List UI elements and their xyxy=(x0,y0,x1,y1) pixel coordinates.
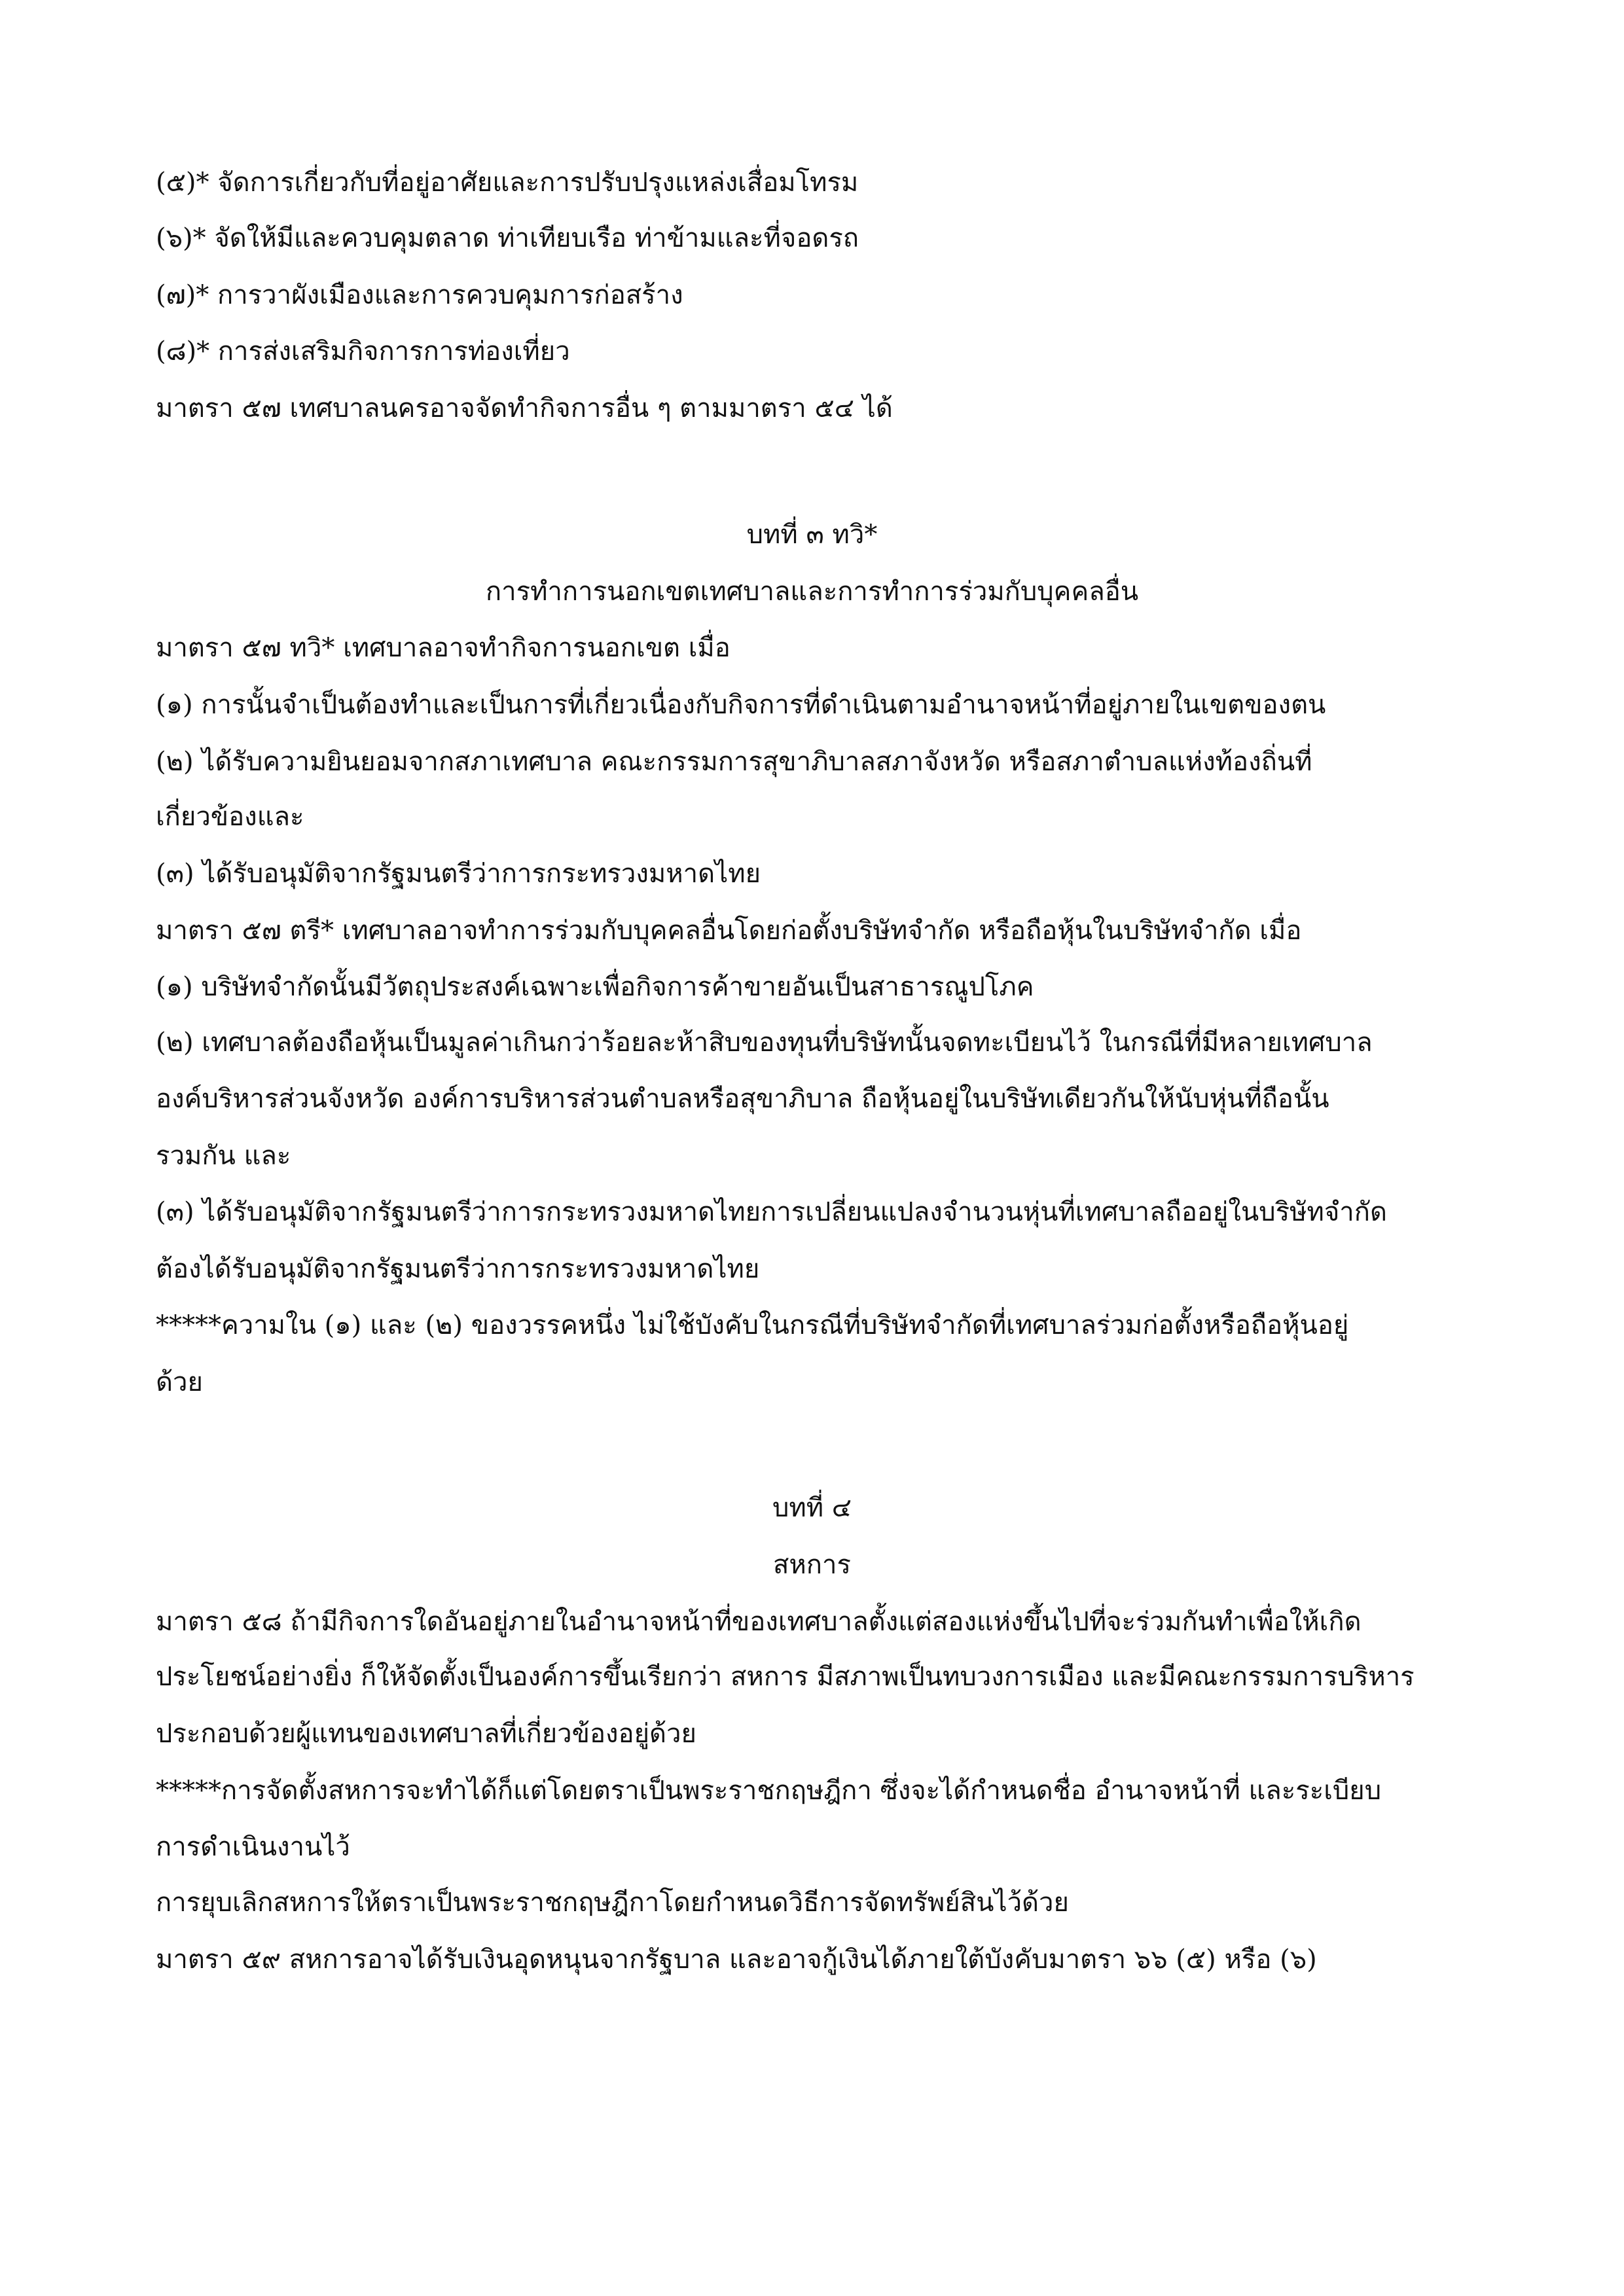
clause-6: (๖)* จัดให้มีและควบคุมตลาด ท่าเทียบเรือ ท่าข้ามและที่จอดรถ xyxy=(156,223,859,253)
section-57-ter: มาตรา ๕๗ ตรี* เทศบาลอาจทำการร่วมกับบุคคลอื่นโดยก่อตั้งบริษัทจำกัด หรือถือหุ้นในบริษัทจำกัด เมื่อ xyxy=(156,916,1302,946)
section-58: มาตรา ๕๘ ถ้ามีกิจการใดอันอยู่ภายในอำนาจหน้าที่ของเทศบาลตั้งแต่สองแห่งขึ้นไปที่จะร่วมกันทำเพื่อให้เกิด xyxy=(156,1607,1362,1637)
paragraph-line: (๑) บริษัทจำกัดนั้นมีวัตถุประสงค์เฉพาะเพื่อกิจการค้าขายอันเป็นสาธารณูปโภค xyxy=(156,972,1034,1002)
section-57-bis: มาตรา ๕๗ ทวิ* เทศบาลอาจทำกิจการนอกเขต เมื่อ xyxy=(156,633,731,663)
chapter-3-subtitle: การทำการนอกเขตเทศบาลและการทำการร่วมกับบุคคลอื่น xyxy=(485,577,1139,607)
paragraph-line: รวมกัน และ xyxy=(156,1141,291,1171)
paragraph-line: (๒) ได้รับความยินยอมจากสภาเทศบาล คณะกรรมการสุขาภิบาลสภาจังหวัด หรือสภาตำบลแห่งท้องถิ่นที่ xyxy=(156,747,1312,777)
section-59: มาตรา ๕๙ สหการอาจได้รับเงินอุดหนุนจากรัฐบาล และอาจกู้เงินได้ภายใต้บังคับมาตรา ๖๖ (๕) หรือ (๖) xyxy=(156,1945,1317,1975)
paragraph-line: เกี่ยวข้องและ xyxy=(156,802,304,832)
paragraph-line: ต้องได้รับอนุมัติจากรัฐมนตรีว่าการกระทรวงมหาดไทย xyxy=(156,1254,760,1284)
paragraph-line: (๓) ได้รับอนุมัติจากรัฐมนตรีว่าการกระทรวงมหาดไทยการเปลี่ยนแปลงจำนวนหุ่นที่เทศบาลถืออยู่ในบริษัทจำกัด xyxy=(156,1197,1387,1227)
chapter-4-heading: บทที่ ๔ xyxy=(772,1493,852,1523)
paragraph-line: องค์บริหารส่วนจังหวัด องค์การบริหารส่วนตำบลหรือสุขาภิบาล ถือหุ้นอยู่ในบริษัทเดียวกันให้นับหุ่นที่ถือนั้น xyxy=(156,1084,1329,1114)
section-57: มาตรา ๕๗ เทศบาลนครอาจจัดทำกิจการอื่น ๆ ตามมาตรา ๕๔ ได้ xyxy=(156,393,893,423)
paragraph-line: การดำเนินงานไว้ xyxy=(156,1832,350,1862)
paragraph-line: *****การจัดตั้งสหการจะทำได้ก็แต่โดยตราเป็นพระราชกฤษฎีกา ซึ่งจะได้กำหนดชื่อ อำนาจหน้าที่ และระเบียบ xyxy=(156,1776,1382,1806)
chapter-4-subtitle: สหการ xyxy=(773,1550,851,1580)
paragraph-line: (๑) การนั้นจำเป็นต้องทำและเป็นการที่เกี่ยวเนื่องกับกิจการที่ดำเนินตามอำนาจหน้าที่อยู่ภายในเขตของตน xyxy=(156,690,1326,720)
paragraph-line: (๒) เทศบาลต้องถือหุ้นเป็นมูลค่าเกินกว่าร้อยละห้าสิบของทุนที่บริษัทนั้นจดทะเบียนไว้ ในกรณีที่มีหลายเทศบาล xyxy=(156,1028,1373,1058)
clause-7: (๗)* การวาผังเมืองและการควบคุมการก่อสร้าง xyxy=(156,280,683,310)
paragraph-line: *****ความใน (๑) และ (๒) ของวรรคหนึ่ง ไม่ใช้บังคับในกรณีที่บริษัทจำกัดที่เทศบาลร่วมก่อตั้งหรือถือหุ้นอยู่ xyxy=(156,1310,1349,1340)
clause-5: (๕)* จัดการเกี่ยวกับที่อยู่อาศัยและการปรับปรุงแหล่งเสื่อมโทรม xyxy=(156,168,859,198)
paragraph-line: (๓) ได้รับอนุมัติจากรัฐมนตรีว่าการกระทรวงมหาดไทย xyxy=(156,859,761,889)
paragraph-line: ประกอบด้วยผู้แทนของเทศบาลที่เกี่ยวข้องอยู่ด้วย xyxy=(156,1719,696,1749)
chapter-3-heading: บทที่ ๓ ทวิ* xyxy=(746,520,878,550)
paragraph-line: ด้วย xyxy=(156,1367,203,1397)
paragraph-line: การยุบเลิกสหการให้ตราเป็นพระราชกฤษฎีกาโดยกำหนดวิธีการจัดทรัพย์สินไว้ด้วย xyxy=(156,1888,1069,1918)
clause-8: (๘)* การส่งเสริมกิจการการท่องเที่ยว xyxy=(156,336,570,367)
paragraph-line: ประโยชน์อย่างยิ่ง ก็ให้จัดตั้งเป็นองค์การขึ้นเรียกว่า สหการ มีสภาพเป็นทบวงการเมือง และมีคณะกรรมการบริหาร xyxy=(156,1662,1415,1692)
